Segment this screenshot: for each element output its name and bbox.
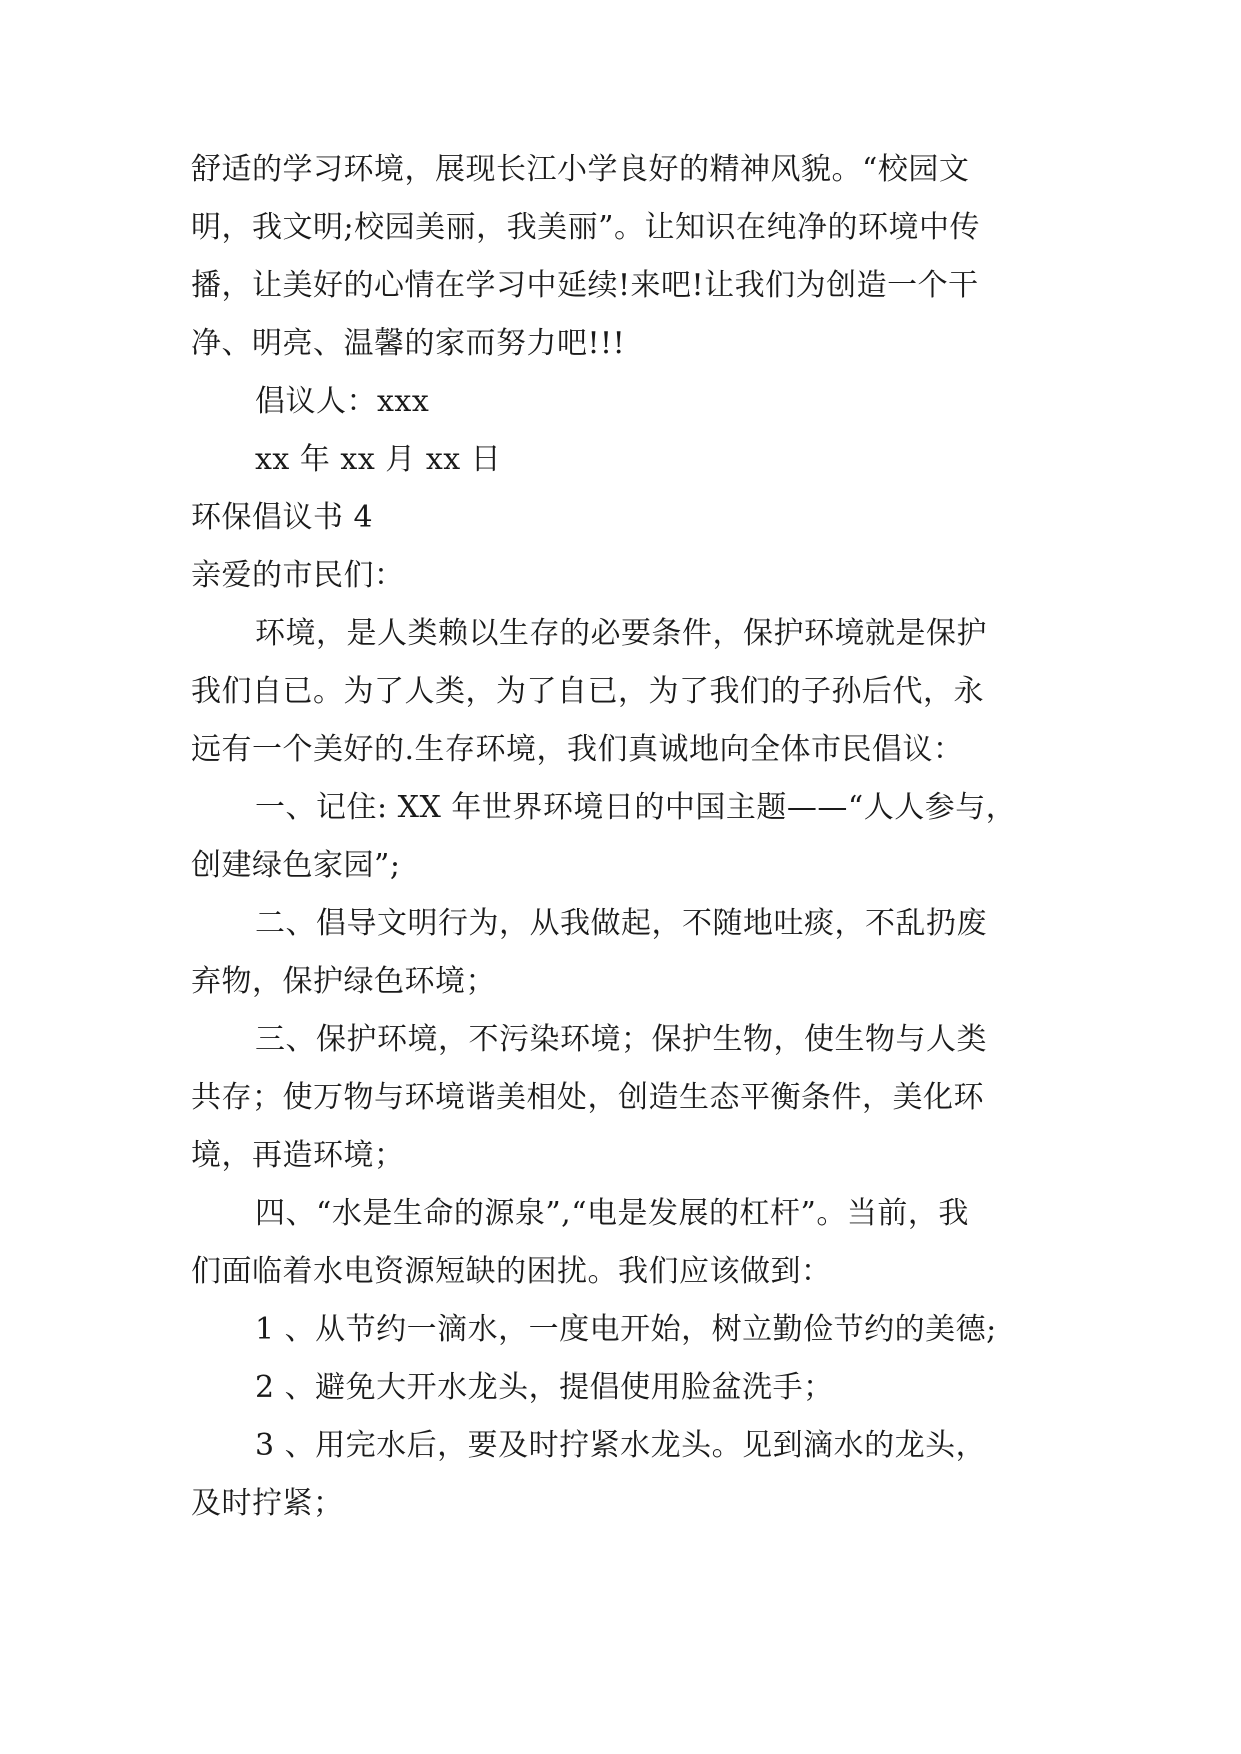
paragraph-line: 共存；使万物与环境谐美相处，创造生态平衡条件，美化环 bbox=[191, 1080, 984, 1115]
paragraph-line: 明，我文明;校园美丽，我美丽”。让知识在纯净的环境中传 bbox=[191, 210, 980, 245]
list-item: 3 、用完水后，要及时拧紧水龙头。见到滴水的龙头， bbox=[255, 1428, 987, 1463]
paragraph-line: 播，让美好的心情在学习中延续!来吧!让我们为创造一个干 bbox=[191, 268, 979, 303]
paragraph-line: 们面临着水电资源短缺的困扰。我们应该做到： bbox=[191, 1254, 832, 1289]
paragraph-line: 创建绿色家园”; bbox=[191, 848, 401, 883]
signature-date: xx 年 xx 月 xx 日 bbox=[255, 442, 502, 477]
paragraph-line: 四、“水是生命的源泉”,“电是发展的杠杆”。当前，我 bbox=[255, 1196, 969, 1231]
paragraph-line: 环境，是人类赖以生存的必要条件，保护环境就是保护 bbox=[255, 616, 987, 651]
signature-proposer: 倡议人：xxx bbox=[255, 384, 430, 419]
paragraph-line: 一、记住: XX 年世界环境日的中国主题——“人人参与， bbox=[255, 790, 1017, 825]
salutation: 亲爱的市民们： bbox=[191, 558, 405, 593]
paragraph-line: 境，再造环境； bbox=[191, 1138, 405, 1173]
paragraph-line: 弃物，保护绿色环境； bbox=[191, 964, 496, 999]
paragraph-line: 我们自已。为了人类，为了自已，为了我们的子孙后代，永 bbox=[191, 674, 984, 709]
paragraph-line: 远有一个美好的.生存环境，我们真诚地向全体市民倡议： bbox=[191, 732, 964, 767]
paragraph-line: 净、明亮、温馨的家而努力吧!!! bbox=[191, 326, 626, 361]
section-title: 环保倡议书 4 bbox=[191, 500, 374, 535]
paragraph-line: 三、保护环境，不污染环境；保护生物，使生物与人类 bbox=[255, 1022, 987, 1057]
paragraph-line: 舒适的学习环境，展现长江小学良好的精神风貌。“校园文 bbox=[191, 152, 970, 187]
paragraph-line: 二、倡导文明行为，从我做起，不随地吐痰，不乱扔废 bbox=[255, 906, 987, 941]
list-item: 2 、避免大开水龙头，提倡使用脸盆洗手； bbox=[255, 1370, 834, 1405]
paragraph-line: 及时拧紧； bbox=[191, 1486, 344, 1521]
list-item: 1 、从节约一滴水，一度电开始，树立勤俭节约的美德; bbox=[255, 1312, 997, 1347]
